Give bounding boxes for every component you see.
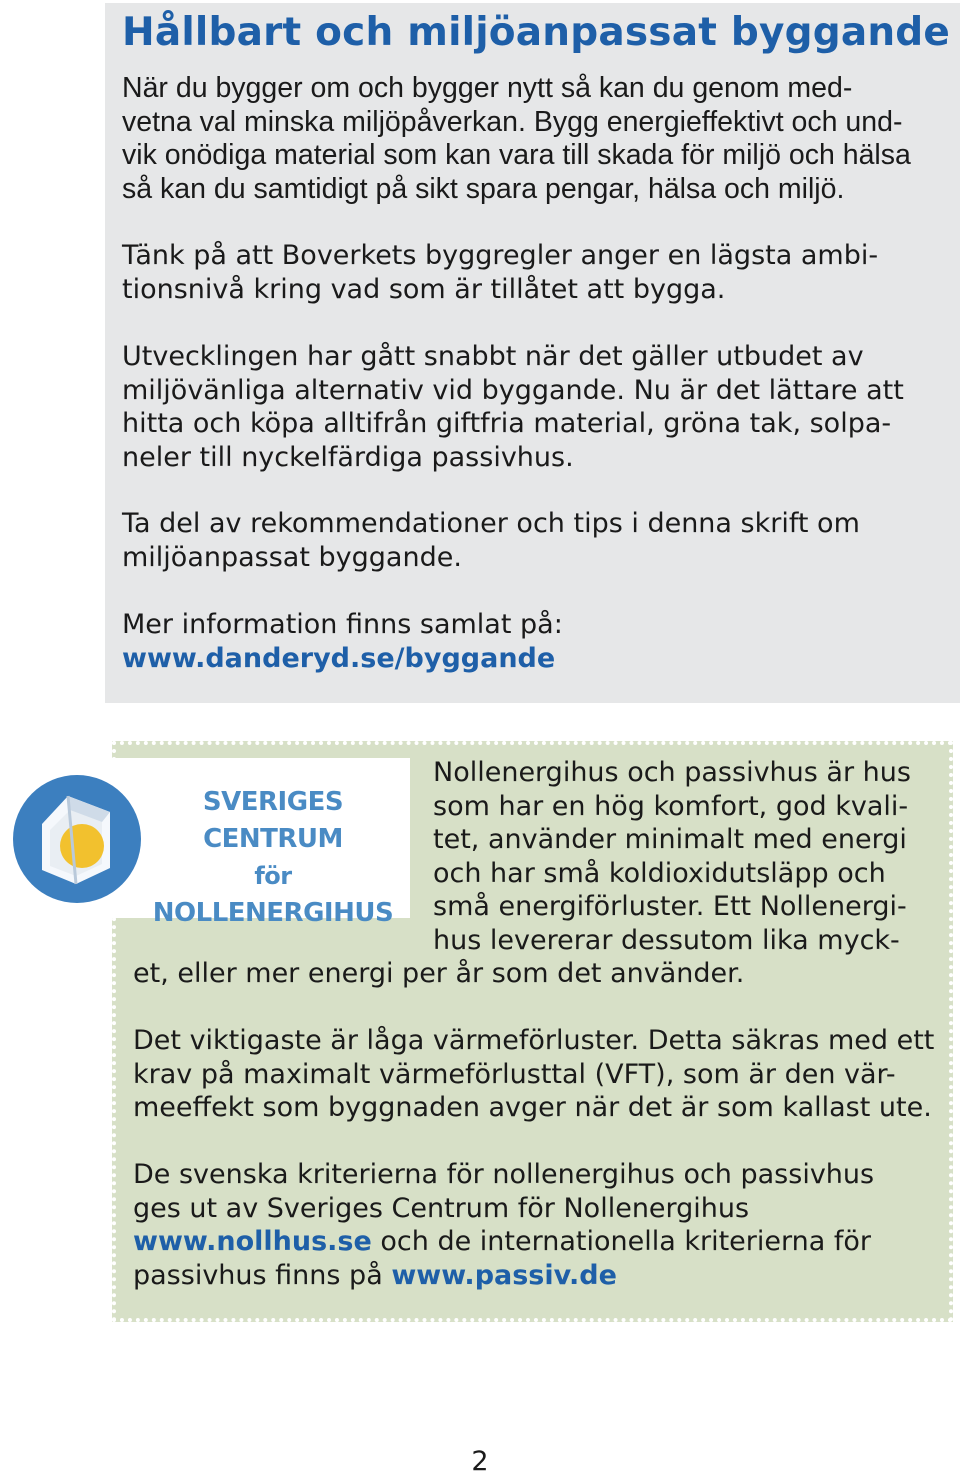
house-sun-logo-icon [10, 772, 144, 906]
criteria-line-rest: och de internationella kriterierna för [371, 1226, 871, 1257]
criteria-paragraph [133, 1158, 874, 1292]
development-line: miljövänliga alternativ vid byggande. Nu är det lättare att [122, 374, 904, 406]
intro-paragraph [122, 72, 911, 206]
recommendation-line: miljöanpassat byggande. [122, 541, 462, 573]
boverket-line: Tänk på att Boverkets byggregler anger en lägsta ambi- [122, 240, 879, 271]
nollenergi-line: tet, använder minimalt med energi [433, 824, 907, 855]
recommendation-line: Ta del av rekommendationer och tips i denna skrift om [122, 508, 860, 539]
logo-line-3: NOLLENERGIHUS [152, 898, 394, 928]
nollenergi-line: Nollenergihus och passivhus är hus [433, 757, 911, 788]
logo-text [150, 784, 396, 932]
passiv-link[interactable]: www.passiv.de [391, 1259, 617, 1291]
danderyd-link[interactable]: www.danderyd.se/byggande [122, 642, 556, 674]
development-line: Utvecklingen har gått snabbt när det gäller utbudet av [122, 341, 864, 372]
development-paragraph [122, 340, 904, 474]
intro-line: så kan du samtidigt på sikt spara pengar, hälsa och miljö. [122, 172, 845, 205]
logo-line-2: för [254, 862, 292, 890]
nollenergi-line: och har små koldioxidutsläpp och [433, 857, 886, 889]
heatloss-line: krav på maximalt värmeförlusttal (VFT), som är den vär- [133, 1058, 896, 1090]
criteria-line [133, 1225, 874, 1259]
nollenergi-paragraph-wrap [433, 756, 911, 957]
criteria-line: ges ut av Sveriges Centrum för Nollenergihus [133, 1192, 750, 1224]
criteria-line-start: passivhus finns på [133, 1259, 392, 1291]
heatloss-line: Det viktigaste är låga värmeförluster. Detta säkras med ett [133, 1025, 935, 1056]
nollenergi-line: et, eller mer energi per år som det använder. [133, 958, 745, 989]
intro-line: vik onödiga material som kan vara till skada för miljö och hälsa [122, 139, 911, 171]
development-line: hitta och köpa alltifrån giftfria material, gröna tak, solpa- [122, 408, 892, 439]
criteria-line [133, 1259, 874, 1293]
nollenergi-paragraph-end [133, 957, 744, 991]
boverket-line: tionsnivå kring vad som är tillåtet att bygga. [122, 273, 726, 305]
nollenergi-line: små energiförluster. Ett Nollenergi- [433, 891, 907, 922]
nollenergi-line: hus levererar dessutom lika myck- [433, 924, 900, 956]
intro-line: vetna val minska miljöpåverkan. Bygg energieffektivt och und- [122, 105, 903, 138]
page-title: Hållbart och miljöanpassat byggande [122, 10, 951, 55]
heatloss-paragraph [133, 1024, 934, 1125]
recommendation-paragraph [122, 507, 860, 574]
boverket-paragraph [122, 239, 878, 306]
nollenergi-line: som har en hög komfort, god kvali- [433, 790, 909, 822]
heatloss-line: meeffekt som byggnaden avger när det är som kallast ute. [133, 1092, 932, 1123]
development-line: neler till nyckelfärdiga passivhus. [122, 441, 574, 473]
nollhus-link[interactable]: www.nollhus.se [133, 1226, 372, 1257]
criteria-line: De svenska kriterierna för nollenergihus och passivhus [133, 1159, 875, 1190]
more-info-paragraph [122, 608, 563, 675]
page-number: 2 [471, 1446, 489, 1477]
more-info-text: Mer information finns samlat på: [122, 609, 563, 640]
logo-line-1: SVERIGES CENTRUM [202, 787, 344, 854]
intro-line: När du bygger om och bygger nytt så kan du genom med- [122, 72, 853, 104]
